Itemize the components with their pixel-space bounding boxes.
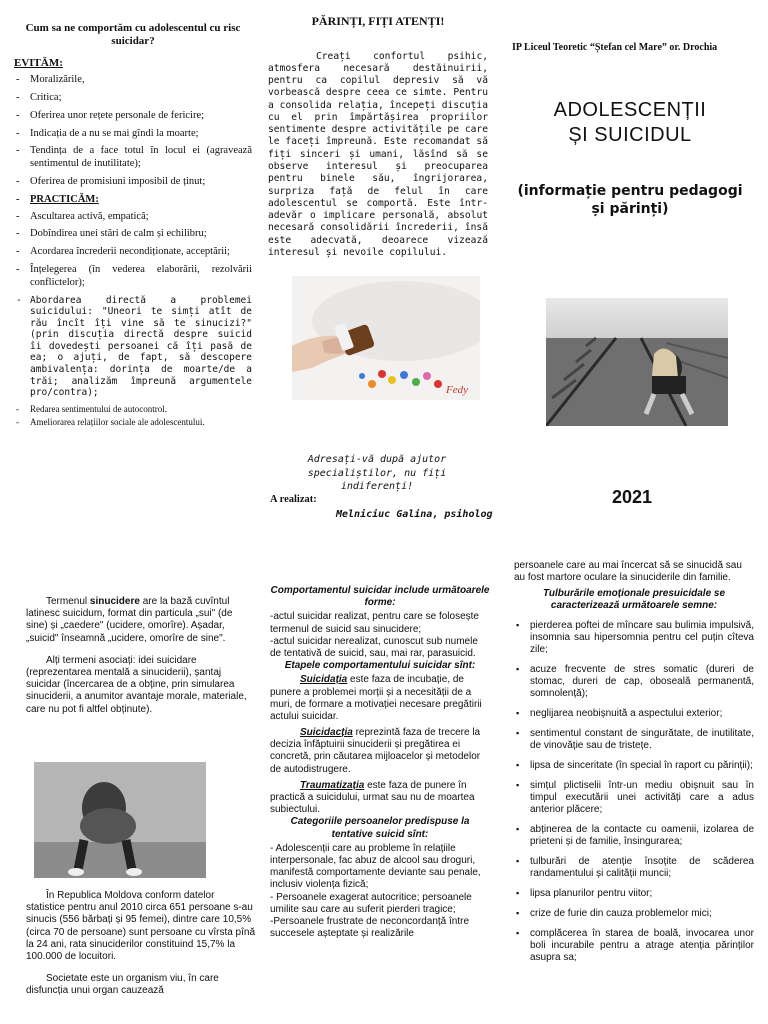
category-adolescents: - Adolescenții care au probleme în relațiile interpersonale, fac abuz de alcool sau droguri, manifestă comportamente deviante sau penale, inclusiv violența fizică; [270,842,481,891]
middle-top-column [268,14,488,259]
right-bottom-column [514,560,754,964]
pills-hand-image [292,276,480,400]
institution-name: IP Liceul Teoretic “Ștefan cel Mare” or. Drochia [512,42,718,53]
list-item: - Înțelegerea (în vederea elaborării, rezolvării conflictelor); [14,264,252,290]
title-line-2: ȘI SUICIDUL [568,124,692,146]
form-unrealized: -actul suicidar nerealizat, cunoscut sub numele de tentativă de suicid, sau, mai rar, parasuicid. [270,635,478,659]
intro-text: persoanele care au mai încercat să se sinucidă sau au fost martore oculare la sinuciderile din familie. [514,560,742,583]
sad-girl-photo [34,762,206,878]
term-explanation: are la bază cuvîntul latinesc suicidum, format din particula „sui" (de sine) și „caedere" (ucidere, omorîre). Așadar, „suicid" înseamnă „ucidere, omorîre de sine". [26,596,233,644]
middle-bottom-column [270,585,490,940]
statistics-paragraph: În Republica Moldova conform datelor statistice pentru anul 2010 circa 651 persoane s-au sinucis (556 bărbați și 95 femei), dintre care 10,5% (circa 70 de persoane) sunt persoane cu vîrsta pînă la 24 ani, rata sinuciderilor constituind 15,7% la 100.000 de locuitori. [26,890,256,962]
parents-paragraph: Creați confortul psihic, atmosfera necesară destăinuirii, pentru ca copilul depresiv să vă vorbească despre ceea ce simte. Pentru a consolida relația, începeți discuția cu el prin împărtășirea propriilor sentimente despre activitățile pe care le faceți împreună. Este recomandat să fiți sinceri și umani, lăsînd să se observe interesul și preocuparea pentru binele său, îngrijorarea, surpriza față de felul în care adolescentul se comportă. Este într-adevăr o implicare personală, absolut necesară consolidării încrederii, însă este adecvată, deoarece vizează interesul și nevoile copilului. [268,50,488,258]
term-sinucidere: sinucidere [89,596,140,607]
list-item: - Dobîndirea unei stări de calm și echilibru; [14,228,252,241]
list-item: - Tendința de a face totul în locul ei (agravează sentimentul de inutilitate); [14,145,252,171]
list-item: ▪ acuze frecvente de stres somatic (dureri de stomac, dureri de cap, oboseală permanentă, somnolență); [514,664,754,700]
stage-text: este faza de punere în practică a suicidului, urmat sau nu de moartea subiectului. [270,779,475,816]
categories-heading: Categoriile persoanelor predispuse la tentative suicid sînt: [290,816,470,840]
photo-signature: Fedy [446,384,468,396]
list-item: - Indicația de a nu se mai gîndi la moarte; [14,128,252,141]
list-item: ▪ crize de furie din cauza problemelor mici; [514,908,754,920]
railway-girl-photo [546,298,728,426]
list-item: - Ameliorarea relațiilor sociale ale adolescentului. [14,417,252,428]
stage-suicidactia [270,727,490,776]
title-line-1: ADOLESCENȚII [553,99,707,121]
term-paragraph [26,596,256,645]
extra-list [14,404,252,428]
list-item: ▪ sentimentul constant de singurătate, de inutilitate, de vinovăție sau de tristețe. [514,728,754,752]
category-frustrated: -Persoanele frustrate de neconcordanță între succesele așteptate și realizările [270,915,470,940]
brochure-subtitle [510,182,750,218]
list-item: ▪ neglijarea neobișnuită a aspectului exterior; [514,708,754,720]
list-item: - Oferirea unor rețete personale de fericire; [14,110,252,123]
practice-title: - PRACTICĂM: [14,194,252,207]
avoid-list [14,74,252,189]
forms-heading: Comportamentul suicidar include următoarele forme: [270,585,490,609]
stage-term: Suicidația [300,674,348,686]
sad-girl-image [34,762,206,878]
list-item: ▪ tulburări de atenție însoțite de scăderea randamentului și calității muncii; [514,856,754,880]
category-autocritical: - Persoanele exagerat autocritice; persoanele umilite sau care au suferit pierderi tragice; [270,891,472,915]
avoid-title: EVITĂM: [14,56,63,69]
stage-text: este faza de incubație, de punere a problemei morții și a necesității de a muri, de formare a motivației necesare pregătirii actului suicidar. [270,674,482,722]
list-item: ▪ simțul plictiselii într-un mediu obișnuit sau în timpul executării unei activități care a adus anterior plăcere; [514,780,754,816]
list-item: - Abordarea directă a problemei suicidului: "Uneori te simți atît de rău încît îți vine să te sinucizi?" (prin discuția directă despre suicid îi dovedești persoanei că îți pasă de ea; o ajuți, de fapt, să descopere ambivalența: dorința de moarte/de a trăi; analizăm împreună argumentele pro/contra); [14,295,252,399]
associated-terms-paragraph: Alți termeni asociați: idei suicidare (reprezentarea mentală a sinuciderii), șantaj suicidar (încercarea de a obține, prin simularea sinuciderii, a anumitor avantaje morale, materiale, care nu pot fi altfel obținute). [26,654,247,715]
list-item: ▪ lipsa de sinceritate (în special în raport cu părinții); [514,760,754,772]
list-item: - Oferirea de promisiuni imposibil de ținut; [14,176,252,189]
list-item: ▪ complăcerea în starea de boală, invocarea unor boli incurabile pentru a atrage atenția părinților asupra sa; [514,928,754,964]
stages-heading: Etapele comportamentului suicidar sînt: [284,660,476,672]
year-label: 2021 [612,487,653,507]
parents-heading: PĂRINȚI, FIȚI ATENȚI! [311,14,445,28]
subtitle-line-2: și părinți) [591,201,669,218]
author-name: Melniciuc Galina, psiholog [336,509,493,520]
statistics-block [26,890,256,998]
behaviour-heading: Cum sa ne comportăm cu adolescentul cu risc suicidar? [25,22,241,48]
list-item: - Acordarea încrederii necondiționate, acceptării; [14,246,252,259]
stage-traumatizatia [270,780,490,817]
railway-girl-image [546,298,728,426]
stage-text: reprezintă faza de trecere la decizia înfăptuirii sinuciderii și pregătirea ei concretă, prin căutarea mijloacelor și metodelor de autodistrugere. [270,727,481,775]
signs-list [514,620,754,964]
pills-hand-photo [292,276,480,400]
left-top-column [14,22,252,433]
list-item: - Moralizările, [14,74,252,87]
subtitle-line-1: (informație pentru pedagogi [517,183,743,199]
stage-term: Suicidacția [300,727,353,739]
stage-term: Traumatizația [300,779,365,791]
list-item: - Critica; [14,92,252,105]
list-item: ▪ pierderea poftei de mîncare sau bulimia impulsivă, insomnia sau hipersomnia pentru cel puțin cîteva zile; [514,620,754,656]
made-by-label: A realizat: [270,494,317,505]
stage-suicidatia [270,674,490,723]
society-paragraph: Societate este un organism viu, în care disfuncția unui organ cauzează [26,973,219,997]
list-item: ▪ lipsa planurilor pentru viitor; [514,888,754,900]
brochure-title [530,98,730,148]
advice-text: Adresați-vă după ajutor specialiștilor, nu fiți indiferenți! [307,454,447,492]
list-item: ▪ abținerea de la contacte cu oamenii, izolarea de prieteni și de familie, însingurarea; [514,824,754,848]
practice-list [14,211,252,399]
signs-heading: Tulburările emoționale presuicidale se caracterizează următoarele semne: [542,588,726,611]
form-realized: -actul suicidar realizat, pentru care se folosește termenul de suicid sau sinucidere; [270,611,479,635]
list-item: - Redarea sentimentului de autocontrol. [14,404,252,415]
left-bottom-column [26,596,256,716]
list-item: - Ascultarea activă, empatică; [14,211,252,224]
term-intro: Termenul [46,596,90,607]
